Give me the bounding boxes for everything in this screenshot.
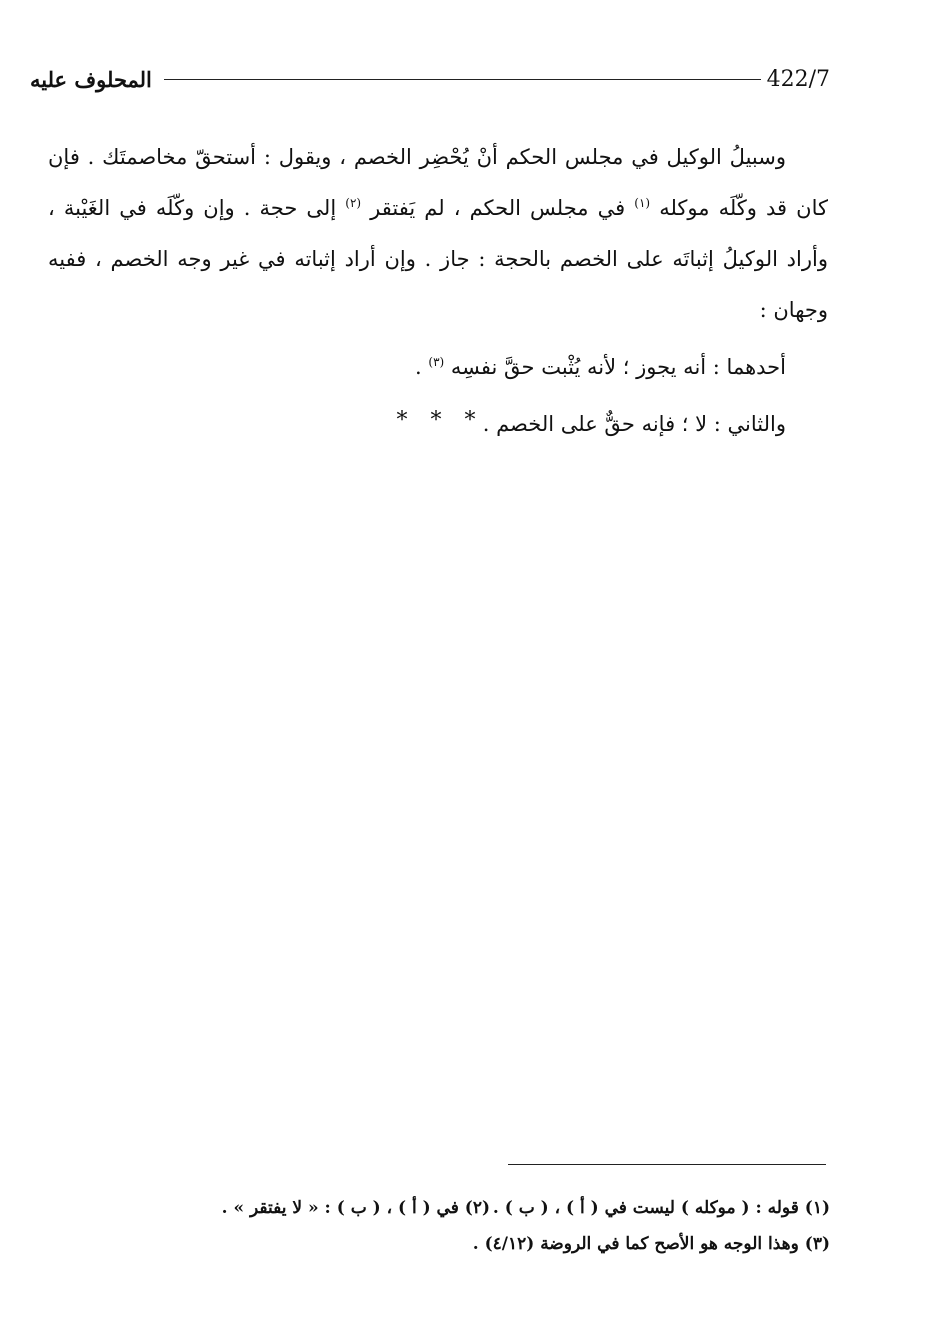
paragraph-1-part-a: وسبيلُ الوكيل في مجلس الحكم أنْ يُحْضِر الخصم ، ويقول : أستحقّ مخاصمتَك . فإن كان قد وكّلَه موكله bbox=[48, 145, 828, 220]
paragraph-1-part-c: إلى حجة . وإن وكّلَه في الغَيْبة ، وأراد الوكيلُ إثباتَه على الخصم بالحجة : جاز . وإن أراد إثباته في غير وجه الخصم ، ففيه وجهان : bbox=[48, 196, 828, 322]
main-text bbox=[48, 132, 828, 450]
paragraph-2-end: . bbox=[415, 355, 422, 379]
footnote-ref-1: (١) bbox=[634, 196, 651, 210]
footnote-rule bbox=[508, 1164, 826, 1165]
footnote-ref-3: (٣) bbox=[428, 355, 445, 369]
footnote-2: (٢) في ( أ ) ، ( ب ) : « لا يفتقر » . bbox=[221, 1198, 490, 1218]
footnotes bbox=[150, 1190, 830, 1262]
page-number: 422/7 bbox=[766, 66, 830, 92]
running-header bbox=[30, 62, 830, 96]
paragraph-3-text: والثاني : لا ؛ فإنه حقٌّ على الخصم . bbox=[482, 412, 786, 436]
footnote-1: (١) قوله : ( موكله ) ليست في ( أ ) ، ( ب ) . bbox=[492, 1198, 830, 1218]
footnote-3: (٣) وهذا الوجه هو الأصح كما في الروضة (٤/١٢) . bbox=[472, 1234, 830, 1254]
footnote-ref-2: (٢) bbox=[345, 196, 362, 210]
paragraph-2 bbox=[48, 342, 828, 393]
paragraph-1-part-b: في مجلس الحكم ، لم يَفتقر bbox=[370, 196, 626, 220]
footnote-row bbox=[150, 1190, 830, 1226]
running-title: المحلوف عليه bbox=[30, 66, 152, 92]
section-separator: * * * bbox=[396, 408, 484, 433]
paragraph-1 bbox=[48, 132, 828, 336]
paragraph-2-text: أحدهما : أنه يجوز ؛ لأنه يُثْبت حقَّ نفسِه bbox=[450, 355, 786, 379]
header-rule bbox=[164, 79, 761, 80]
